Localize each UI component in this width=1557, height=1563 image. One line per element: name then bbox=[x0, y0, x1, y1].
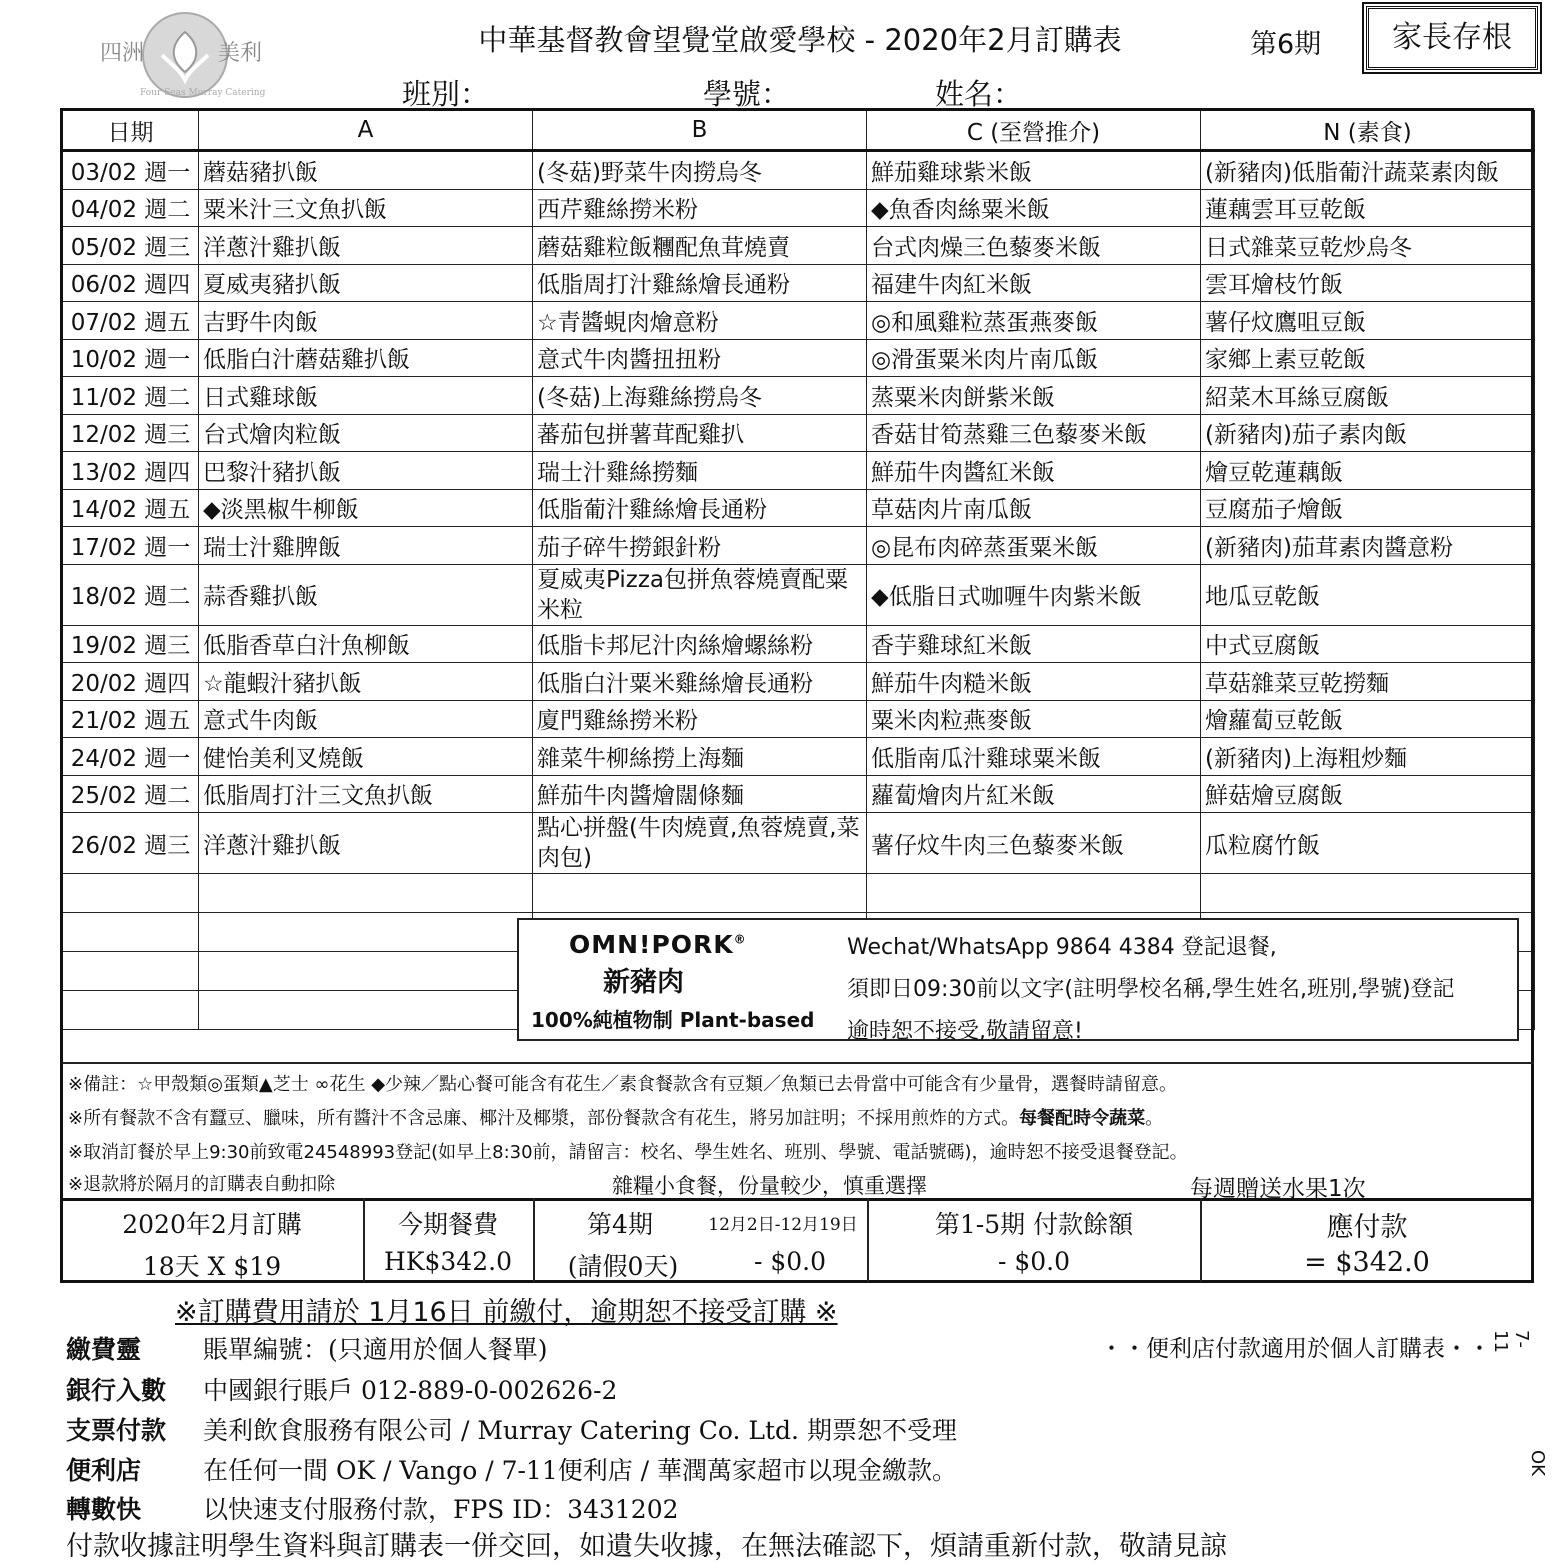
menu-cell-option-c: 鮮茄牛肉糙米飯 bbox=[867, 663, 1201, 701]
menu-cell-option-n: (新豬肉)茄子素肉飯 bbox=[1201, 414, 1535, 452]
menu-cell-option-b: 低脂白汁粟米雞絲燴長通粉 bbox=[533, 663, 867, 701]
menu-cell-date: 25/02 週二 bbox=[63, 775, 199, 813]
menu-cell-option-c: 福建牛肉紅米飯 bbox=[867, 264, 1201, 302]
menu-cell-option-n: 薯仔炆鷹咀豆飯 bbox=[1201, 302, 1535, 340]
menu-cell-option-a: 洋蔥汁雞扒飯 bbox=[199, 227, 533, 265]
menu-cell-option-c: 鮮茄雞球紫米飯 bbox=[867, 151, 1201, 190]
menu-cell-option-a: 低脂周打汁三文魚扒飯 bbox=[199, 775, 533, 813]
period4-leave-days: (請假0天) bbox=[567, 1252, 679, 1281]
blank-cell bbox=[867, 874, 1201, 913]
payment-method-label: 繳費靈 bbox=[66, 1335, 142, 1364]
blank-cell bbox=[533, 874, 867, 913]
menu-cell-date: 06/02 週四 bbox=[63, 264, 199, 302]
menu-cell-option-a: 蘑菇豬扒飯 bbox=[199, 151, 533, 190]
menu-cell-option-a: 意式牛肉飯 bbox=[199, 700, 533, 738]
blank-cell bbox=[1201, 874, 1535, 913]
menu-row bbox=[63, 527, 1535, 565]
menu-cell-date: 13/02 週四 bbox=[63, 452, 199, 490]
payment-method-value: 中國銀行賬戶 012-889-0-002626-2 bbox=[203, 1376, 618, 1405]
column-header-a: A bbox=[199, 111, 533, 151]
note-refund: ※退款將於隔月的訂購表自動扣除 bbox=[68, 1174, 336, 1195]
menu-cell-option-b: (冬菇)野菜牛肉撈烏冬 bbox=[533, 151, 867, 190]
blank-cell bbox=[63, 952, 199, 991]
menu-row bbox=[63, 663, 1535, 701]
menu-cell-option-b: 低脂葡汁雞絲燴長通粉 bbox=[533, 489, 867, 527]
menu-cell-option-c: ◆低脂日式咖喱牛肉紫米飯 bbox=[867, 564, 1201, 625]
menu-cell-option-b: 雜菜牛柳絲撈上海麵 bbox=[533, 738, 867, 776]
menu-cell-option-b: 夏威夷Pizza包拼魚蓉燒賣配粟米粒 bbox=[533, 564, 867, 625]
parent-stub-box: 家長存根 bbox=[1366, 6, 1538, 70]
menu-row bbox=[63, 813, 1535, 874]
payment-method-label: 銀行入數 bbox=[66, 1376, 167, 1405]
column-header-b: B bbox=[533, 111, 867, 151]
menu-cell-option-b: 鮮茄牛肉醬燴闊條麵 bbox=[533, 775, 867, 813]
menu-cell-option-a: 粟米汁三文魚扒飯 bbox=[199, 189, 533, 227]
menu-cell-date: 24/02 週一 bbox=[63, 738, 199, 776]
menu-cell-date: 04/02 週二 bbox=[63, 189, 199, 227]
blank-cell bbox=[199, 991, 533, 1030]
menu-cell-option-a: 台式燴肉粒飯 bbox=[199, 414, 533, 452]
menu-cell-date: 17/02 週一 bbox=[63, 527, 199, 565]
menu-cell-option-c: 鮮茄牛肉醬紅米飯 bbox=[867, 452, 1201, 490]
menu-cell-date: 26/02 週三 bbox=[63, 813, 199, 874]
menu-cell-date: 19/02 週三 bbox=[63, 625, 199, 663]
payment-method-value: 賬單編號：(只適用於個人餐單) bbox=[203, 1335, 548, 1364]
menu-cell-option-b: ☆青醬蜆肉燴意粉 bbox=[533, 302, 867, 340]
menu-cell-option-n: (新豬肉)上海粗炒麵 bbox=[1201, 738, 1535, 776]
menu-cell-option-n: 蓮藕雲耳豆乾飯 bbox=[1201, 189, 1535, 227]
column-header-c: C (至營推介) bbox=[867, 111, 1201, 151]
period4-label: 第4期 bbox=[587, 1210, 653, 1239]
blank-cell bbox=[63, 991, 199, 1030]
payment-method-value: 在任何一間 OK / Vango / 7-11便利店 / 華潤萬家超市以現金繳款。 bbox=[203, 1456, 958, 1485]
menu-cell-date: 14/02 週五 bbox=[63, 489, 199, 527]
menu-cell-date: 07/02 週五 bbox=[63, 302, 199, 340]
issue-number: 第6期 bbox=[1250, 29, 1322, 60]
menu-cell-option-n: 紹菜木耳絲豆腐飯 bbox=[1201, 377, 1535, 415]
side-label-711: 7-11 bbox=[1490, 1330, 1532, 1353]
menu-cell-option-a: 低脂白汁蘑菇雞扒飯 bbox=[199, 339, 533, 377]
cancel-instruction-line: 須即日09:30前以文字(註明學校名稱,學生姓名,班別,學號)登記 bbox=[847, 977, 1455, 1002]
omnipork-promo-box bbox=[517, 918, 1519, 1044]
menu-cell-option-b: 廈門雞絲撈米粉 bbox=[533, 700, 867, 738]
menu-row bbox=[63, 414, 1535, 452]
menu-cell-option-c: 台式肉燥三色藜麥米飯 bbox=[867, 227, 1201, 265]
amount-due-value: = $342.0 bbox=[1304, 1247, 1430, 1278]
cancel-contact-line: Wechat/WhatsApp 9864 4384 登記退餐, bbox=[847, 935, 1277, 960]
blank-cell bbox=[63, 913, 199, 952]
menu-cell-option-b: 點心拼盤(牛肉燒賣,魚蓉燒賣,菜肉包) bbox=[533, 813, 867, 874]
menu-cell-option-n: 豆腐茄子燴飯 bbox=[1201, 489, 1535, 527]
omnipork-brand-chinese: 新豬肉 bbox=[603, 967, 684, 998]
menu-row bbox=[63, 489, 1535, 527]
menu-cell-option-b: (冬菇)上海雞絲撈烏冬 bbox=[533, 377, 867, 415]
menu-cell-option-n: 燴豆乾蓮藕飯 bbox=[1201, 452, 1535, 490]
payment-method-value: 以快速支付服務付款，FPS ID：3431202 bbox=[203, 1495, 679, 1524]
menu-cell-date: 11/02 週二 bbox=[63, 377, 199, 415]
menu-row bbox=[63, 625, 1535, 663]
fee-label: 今期餐費 bbox=[397, 1210, 498, 1239]
order-days-rate: 18天 X $19 bbox=[142, 1252, 282, 1281]
payment-deadline: ※訂購費用請於 1月16日 前繳付，逾期恕不接受訂購 ※ bbox=[175, 1297, 838, 1328]
menu-cell-option-a: 夏威夷豬扒飯 bbox=[199, 264, 533, 302]
menu-cell-date: 12/02 週三 bbox=[63, 414, 199, 452]
note-ingredients bbox=[68, 1104, 1163, 1130]
caterer-logo bbox=[100, 10, 270, 105]
menu-cell-option-n: 燴蘿蔔豆乾飯 bbox=[1201, 700, 1535, 738]
menu-cell-option-a: ◆淡黑椒牛柳飯 bbox=[199, 489, 533, 527]
order-month-label: 2020年2月訂購 bbox=[122, 1210, 302, 1239]
menu-cell-option-n: 地瓜豆乾飯 bbox=[1201, 564, 1535, 625]
column-header-date: 日期 bbox=[63, 111, 199, 151]
summary-divider-2 bbox=[533, 1198, 535, 1282]
logo-ring-text: Four Seas Murray Catering bbox=[140, 88, 266, 98]
menu-cell-option-a: ☆龍蝦汁豬扒飯 bbox=[199, 663, 533, 701]
cancel-warning-line: 逾時恕不接受,敬請留意! bbox=[847, 1019, 1083, 1044]
store-payment-note: ・・便利店付款適用於個人訂購表・・ bbox=[1100, 1336, 1491, 1362]
menu-cell-option-c: 蘿蔔燴肉片紅米飯 bbox=[867, 775, 1201, 813]
menu-cell-option-c: 香菇甘筍蒸雞三色藜麥米飯 bbox=[867, 414, 1201, 452]
menu-cell-date: 03/02 週一 bbox=[63, 151, 199, 190]
menu-table bbox=[62, 110, 1535, 1030]
menu-cell-option-a: 低脂香草白汁魚柳飯 bbox=[199, 625, 533, 663]
note-ingredients-end: 。 bbox=[1145, 1108, 1164, 1129]
omnipork-brand-name: OMN!PORK bbox=[569, 930, 734, 959]
menu-cell-date: 18/02 週二 bbox=[63, 564, 199, 625]
menu-row bbox=[63, 564, 1535, 625]
blank-cell bbox=[199, 874, 533, 913]
menu-cell-option-c: 草菇肉片南瓜飯 bbox=[867, 489, 1201, 527]
payment-method-label: 轉數快 bbox=[66, 1495, 142, 1524]
menu-cell-option-b: 蕃茄包拼薯茸配雞扒 bbox=[533, 414, 867, 452]
menu-cell-option-a: 蒜香雞扒飯 bbox=[199, 564, 533, 625]
menu-row bbox=[63, 264, 1535, 302]
payment-method-label: 便利店 bbox=[66, 1456, 142, 1485]
menu-cell-option-a: 吉野牛肉飯 bbox=[199, 302, 533, 340]
logo-text-left: 四洲 bbox=[100, 41, 145, 66]
menu-cell-option-c: 香芋雞球紅米飯 bbox=[867, 625, 1201, 663]
notes-divider bbox=[62, 1062, 1534, 1064]
period4-range: 12月2日-12月19日 bbox=[708, 1215, 858, 1235]
balance-value: - $0.0 bbox=[997, 1247, 1071, 1276]
menu-cell-option-c: ◎和風雞粒蒸蛋燕麥飯 bbox=[867, 302, 1201, 340]
note-vegetables: 每餐配時令蔬菜 bbox=[1019, 1108, 1146, 1129]
receipt-footer-note: 付款收據註明學生資料與訂購表一併交回，如遺失收據，在無法確認下，煩請重新付款，敬請見諒 bbox=[66, 1531, 1227, 1562]
period4-amount: - $0.0 bbox=[753, 1247, 827, 1276]
menu-cell-option-c: ◎昆布肉碎蒸蛋粟米飯 bbox=[867, 527, 1201, 565]
menu-cell-option-n: 家鄉上素豆乾飯 bbox=[1201, 339, 1535, 377]
menu-cell-date: 21/02 週五 bbox=[63, 700, 199, 738]
menu-cell-option-a: 健怡美利叉燒飯 bbox=[199, 738, 533, 776]
menu-cell-option-b: 西芹雞絲撈米粉 bbox=[533, 189, 867, 227]
omnipork-tagline: 100%純植物制 Plant-based bbox=[531, 1008, 815, 1032]
menu-cell-date: 10/02 週一 bbox=[63, 339, 199, 377]
class-field-label: 班別： bbox=[402, 77, 490, 111]
blank-cell bbox=[63, 874, 199, 913]
note-cancellation: ※取消訂餐於早上9:30前致電24548993登記(如早上8:30前，請留言：校名、學生姓名、班別、學號、電話號碼)，逾時恕不接受退餐登記。 bbox=[68, 1142, 1188, 1163]
menu-cell-option-n: 中式豆腐飯 bbox=[1201, 625, 1535, 663]
menu-cell-option-b: 意式牛肉醬扭扭粉 bbox=[533, 339, 867, 377]
page-title: 中華基督教會望覺堂啟愛學校 - 2020年2月訂購表 bbox=[478, 23, 1122, 57]
menu-row bbox=[63, 227, 1535, 265]
menu-cell-option-a: 巴黎汁豬扒飯 bbox=[199, 452, 533, 490]
note-allergens: ※備註：☆甲殼類◎蛋類▲芝士 ∞花生 ◆少辣／點心餐可能含有花生／素食餐款含有豆類／魚類已去骨當中可能含有少量骨，選餐時請留意。 bbox=[68, 1074, 1178, 1095]
menu-cell-option-c: ◆魚香肉絲粟米飯 bbox=[867, 189, 1201, 227]
menu-cell-option-a: 洋蔥汁雞扒飯 bbox=[199, 813, 533, 874]
note-snack-meal: 雜糧小食餐，份量較少，慎重選擇 bbox=[612, 1174, 927, 1198]
menu-row bbox=[63, 738, 1535, 776]
menu-cell-option-a: 瑞士汁雞脾飯 bbox=[199, 527, 533, 565]
fee-value: HK$342.0 bbox=[384, 1247, 512, 1276]
menu-cell-date: 05/02 週三 bbox=[63, 227, 199, 265]
summary-divider bbox=[62, 1198, 1534, 1201]
column-header-n: N (素食) bbox=[1201, 111, 1535, 151]
omnipork-brand bbox=[569, 930, 747, 959]
menu-cell-option-c: 蒸粟米肉餅紫米飯 bbox=[867, 377, 1201, 415]
menu-row bbox=[63, 775, 1535, 813]
menu-cell-date: 20/02 週四 bbox=[63, 663, 199, 701]
menu-row bbox=[63, 339, 1535, 377]
menu-row bbox=[63, 377, 1535, 415]
menu-row bbox=[63, 189, 1535, 227]
menu-row bbox=[63, 452, 1535, 490]
student-number-field-label: 學號： bbox=[703, 77, 791, 111]
menu-cell-option-c: 低脂南瓜汁雞球粟米飯 bbox=[867, 738, 1201, 776]
menu-cell-option-b: 茄子碎牛撈銀針粉 bbox=[533, 527, 867, 565]
menu-cell-option-n: 草菇雜菜豆乾撈麵 bbox=[1201, 663, 1535, 701]
note-weekly-fruit: 每週贈送水果1次 bbox=[1190, 1176, 1366, 1202]
menu-cell-option-n: 雲耳燴枝竹飯 bbox=[1201, 264, 1535, 302]
registered-mark: ® bbox=[733, 932, 747, 947]
menu-row bbox=[63, 151, 1535, 190]
logo-text-right: 美利 bbox=[218, 41, 263, 66]
blank-cell bbox=[199, 952, 533, 991]
menu-cell-option-n: 瓜粒腐竹飯 bbox=[1201, 813, 1535, 874]
menu-cell-option-b: 瑞士汁雞絲撈麵 bbox=[533, 452, 867, 490]
menu-row bbox=[63, 700, 1535, 738]
menu-cell-option-n: 鮮菇燴豆腐飯 bbox=[1201, 775, 1535, 813]
menu-cell-option-n: (新豬肉)茄茸素肉醬意粉 bbox=[1201, 527, 1535, 565]
menu-cell-option-a: 日式雞球飯 bbox=[199, 377, 533, 415]
balance-label: 第1-5期 付款餘額 bbox=[934, 1210, 1134, 1239]
amount-due-label: 應付款 bbox=[1326, 1212, 1408, 1243]
menu-cell-option-c: 薯仔炆牛肉三色藜麥米飯 bbox=[867, 813, 1201, 874]
menu-row bbox=[63, 302, 1535, 340]
payment-method-label: 支票付款 bbox=[66, 1416, 167, 1445]
menu-cell-option-c: 粟米肉粒燕麥飯 bbox=[867, 700, 1201, 738]
menu-cell-option-b: 蘑菇雞粒飯糰配魚茸燒賣 bbox=[533, 227, 867, 265]
blank-row bbox=[63, 874, 1535, 913]
payment-method-value: 美利飲食服務有限公司 / Murray Catering Co. Ltd. 期票恕不受理 bbox=[203, 1416, 957, 1445]
menu-cell-option-b: 低脂卡邦尼汁肉絲燴螺絲粉 bbox=[533, 625, 867, 663]
menu-cell-option-n: 日式雜菜豆乾炒烏冬 bbox=[1201, 227, 1535, 265]
menu-cell-option-n: (新豬肉)低脂葡汁蔬菜素肉飯 bbox=[1201, 151, 1535, 190]
blank-cell bbox=[199, 913, 533, 952]
menu-header-row bbox=[63, 111, 1535, 151]
menu-cell-option-b: 低脂周打汁雞絲燴長通粉 bbox=[533, 264, 867, 302]
menu-cell-option-c: ◎滑蛋粟米肉片南瓜飯 bbox=[867, 339, 1201, 377]
side-label-ok: OK bbox=[1527, 1450, 1548, 1476]
note-ingredients-text: ※所有餐款不含有蠶豆、臘味，所有醬汁不含忌廉、椰汁及椰漿，部份餐款含有花生，將另加註明；不採用煎炸的方式。 bbox=[68, 1108, 1020, 1129]
student-name-field-label: 姓名： bbox=[935, 77, 1023, 111]
